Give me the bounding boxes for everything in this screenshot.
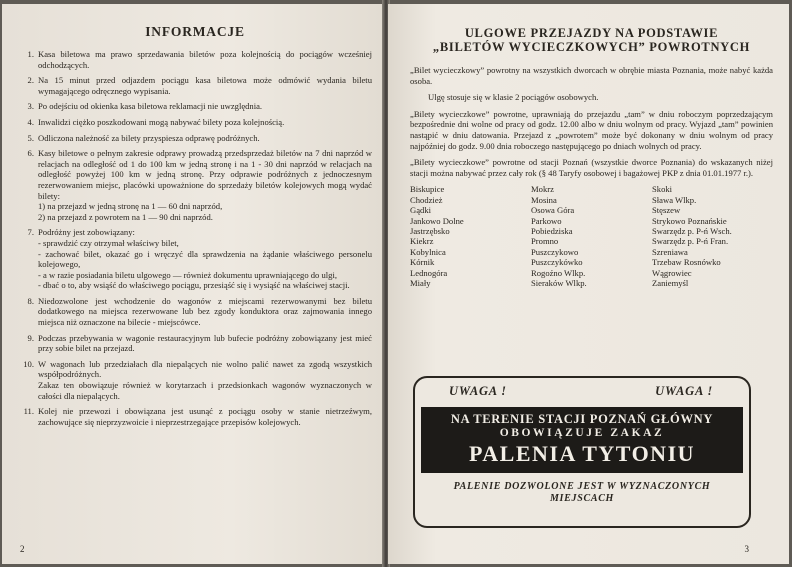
rule-text — [38, 75, 372, 96]
station-name: Swarzędz p. P-ń Wsch. — [652, 225, 732, 236]
station-name: Kórnik — [410, 257, 435, 268]
rule-line: Zakaz ten obowiązuje również w korytarzach i przedsionkach wagonów wyznaczonych w całości dla niepalących. — [38, 380, 372, 401]
page-number: 3 — [744, 544, 749, 554]
rule-number: 9. — [27, 332, 34, 343]
station-name: Rogoźno Wlkp. — [531, 267, 586, 278]
station-name: Kiekrz — [410, 236, 434, 247]
station-name: Lednogóra — [410, 267, 448, 278]
rule-line: - zachować bilet, okazać go i wręczyć dla sprawdzenia na żądanie właściwego personelu kolejowego, — [38, 248, 372, 270]
paragraph: „Bilet wycieczkowy” powrotny na wszystkich dworcach w obrębie miasta Poznania, może nabyć każda osoba. — [410, 65, 773, 86]
rule-text — [38, 296, 372, 328]
rule-item — [18, 333, 372, 354]
rule-line: Podczas przebywania w wagonie restauracyjnym lub bufecie podróżny zobowiązany jest mieć przy sobie bilet na przejazd. — [38, 332, 372, 354]
rule-item — [18, 117, 372, 128]
rule-number: 6. — [27, 148, 34, 159]
rule-line: Inwalidzi ciężko poszkodowani mogą nabywać bilety poza kolejnością. — [38, 116, 285, 127]
section-title-line2: „BILETÓW WYCIECZKOWYCH” POWROTNYCH — [432, 40, 751, 54]
station-name: Pobiedziska — [531, 225, 573, 236]
station-name: Osowa Góra — [531, 205, 575, 216]
rule-text — [38, 101, 372, 112]
rules-list — [18, 49, 372, 427]
rule-line: - dbać o to, aby wsiąść do właściwego pociągu, przesiąść się i wysiąść na właściwej stacji. — [38, 280, 350, 291]
rule-line: Kolej nie przewozi i obowiązana jest usunąć z pociągu osoby w stanie nietrzeźwym, zachowujące się nieprzyzwoicie i nieprzestrzegające przepisów kolejowych. — [38, 406, 372, 427]
rule-line: Podróżny jest zobowiązany: — [38, 227, 135, 238]
rule-text — [38, 148, 372, 222]
station-name: Szreniawa — [652, 246, 688, 257]
warning-line-3: PALENIA TYTONIU — [468, 441, 696, 466]
page-title: INFORMACJE — [145, 24, 245, 39]
stations-column — [531, 184, 652, 288]
rule-text — [38, 227, 372, 291]
rule-text — [38, 359, 372, 401]
station-name: Skoki — [652, 184, 673, 195]
rule-number: 11. — [23, 406, 34, 417]
rule-text — [38, 406, 372, 427]
smoking-warning-box — [413, 376, 751, 528]
station-name: Puszczykowo — [531, 246, 579, 257]
rule-item — [18, 148, 372, 222]
station-name: Biskupice — [410, 184, 445, 195]
stations-table — [410, 184, 773, 288]
station-name: Puszczykówko — [531, 257, 583, 268]
rule-text — [38, 133, 372, 144]
rule-item — [18, 101, 372, 112]
station-name: Zaniemyśl — [652, 278, 689, 288]
rule-item — [18, 227, 372, 291]
warning-footer-line1: PALENIE DOZWOLONE JEST W WYZNACZONYCH — [453, 481, 711, 492]
rule-number: 1. — [27, 49, 34, 59]
station-name: Sieraków Wlkp. — [531, 278, 587, 288]
warning-footer-line2: MIEJSCACH — [549, 493, 615, 504]
station-name: Jastrzębsko — [410, 225, 450, 236]
rule-number: 10. — [23, 358, 34, 369]
station-name: Jankowo Dolne — [410, 215, 464, 226]
rule-item — [18, 296, 372, 328]
rule-item — [18, 359, 372, 401]
station-name: Promno — [531, 236, 559, 247]
paragraph: „Bilety wycieczkowe” powrotne, uprawniają do przejazdu „tam” w dniu roboczym poprzedzającym bezpośrednie dni wolne od pracy od godz. 12.00 albo w dniu wolnym od pracy. Wyjazd „tam” powinien nastąpić w dniu datowania. Przejazd z „powrotem” może być dokonany w dniu wolnym od pracy najpóźniej do godz. 9.00 dnia roboczego następującego po dniach wolnych od pracy. — [410, 108, 773, 151]
rule-line: - a w razie posiadania biletu ulgowego — również dokumentu uprawniającego do ulgi, — [38, 269, 338, 280]
warning-line-1: NA TERENIE STACJI POZNAŃ GŁÓWNY — [450, 412, 714, 426]
paragraph: Ulgę stosuje się w klasie 2 pociągów osobowych. — [428, 92, 599, 103]
warning-header — [415, 378, 749, 399]
station-name: Chodzież — [410, 194, 443, 205]
station-name: Wągrowiec — [652, 267, 692, 278]
rule-number: 8. — [27, 295, 34, 306]
station-name: Trzebaw Rosnówko — [652, 257, 721, 268]
rule-line: Kasy biletowe o pełnym zakresie odprawy prowadzą przedsprzedaż biletów na 7 dni naprzód w relacjach na odległość od 1 do 100 km w jedną stronę i na 1 - 30 dni naprzód w relacjach na odległość powyżej 100 km w jedną stronę. Przy odprawie podróżnych z jednoczesnym rezerwowaniem miejsc, placówki upoważnione do sprzedaży biletów kolejowych mogą wydać bilety: — [38, 148, 372, 201]
station-name: Stęszew — [652, 205, 681, 216]
right-page — [388, 4, 789, 564]
rule-line: Po odejściu od okienka kasa biletowa reklamacji nie uwzględnia. — [38, 101, 263, 112]
station-name: Swarzędz p. P-ń Fran. — [652, 236, 729, 247]
rule-number: 3. — [27, 101, 34, 112]
rule-line: 1) na przejazd w jedną stronę na 1 — 60 dni naprzód, — [38, 201, 223, 212]
rule-line: Niedozwolone jest wchodzenie do wagonów z miejscami rezerwowanymi bez biletu dodatkowego na miejsca rezerwowane lub bez zgody konduktora oraz zajmowania innego miejsca niż oznaczone na bilecie - miejscówce. — [38, 295, 372, 328]
rule-number: 5. — [27, 132, 34, 143]
rule-line: - sprawdzić czy otrzymał właściwy bilet, — [38, 237, 179, 248]
rule-number: 2. — [27, 75, 34, 86]
rule-item — [18, 406, 372, 427]
rule-number: 7. — [27, 227, 34, 238]
stations-column — [652, 184, 773, 288]
station-name: Miały — [410, 278, 431, 288]
station-name: Parkowo — [531, 215, 562, 226]
rule-item — [18, 133, 372, 144]
station-name: Mosina — [531, 194, 557, 205]
rule-item — [18, 75, 372, 96]
station-name: Mokrz — [531, 184, 554, 195]
left-page — [2, 4, 384, 564]
warning-label-right: UWAGA ! — [655, 384, 713, 398]
warning-footer — [415, 481, 749, 505]
station-name: Strykowo Poznańskie — [652, 215, 727, 226]
paragraph: „Bilety wycieczkowe” powrotne od stacji Poznań (wszystkie dworce Poznania) do wskazanych niżej stacji można nabywać przez cały rok (§ 48 Taryfy osobowej i bagażowej PKP z dnia 01.01.1977 r.). — [410, 157, 773, 178]
rule-line: Odliczona należność za bilety przyspiesza odprawę podróżnych. — [38, 132, 260, 143]
stations-column — [410, 184, 531, 288]
warning-banner — [421, 407, 743, 473]
section-title — [410, 26, 773, 54]
rule-line: 2) na przejazd z powrotem na 1 — 90 dni naprzód. — [38, 211, 213, 222]
rule-line: Kasa biletowa ma prawo sprzedawania biletów poza kolejnością do pociągów wcześniej odchodzących. — [38, 49, 372, 70]
station-name: Kobylnica — [410, 246, 446, 257]
rule-line: Na 15 minut przed odjazdem pociągu kasa biletowa może odmówić wydania biletu wymagającego odręcznego wypisania. — [38, 75, 372, 96]
station-name: Sława Wlkp. — [652, 194, 697, 205]
rule-line: W wagonach lub przedziałach dla niepalących nie wolno palić nawet za zgodą wszystkich współpodróżnych. — [38, 358, 372, 380]
rule-number: 4. — [27, 116, 34, 127]
rule-text — [38, 49, 372, 70]
rule-item — [18, 49, 372, 70]
rule-text — [38, 117, 372, 128]
station-name: Gądki — [410, 205, 432, 216]
warning-label-left: UWAGA ! — [449, 384, 507, 398]
warning-line-2: OBOWIĄZUJE ZAKAZ — [499, 427, 665, 439]
rule-text — [38, 333, 372, 354]
section-title-line1: ULGOWE PRZEJAZDY NA PODSTAWIE — [464, 26, 719, 40]
page-number: 2 — [20, 544, 25, 554]
